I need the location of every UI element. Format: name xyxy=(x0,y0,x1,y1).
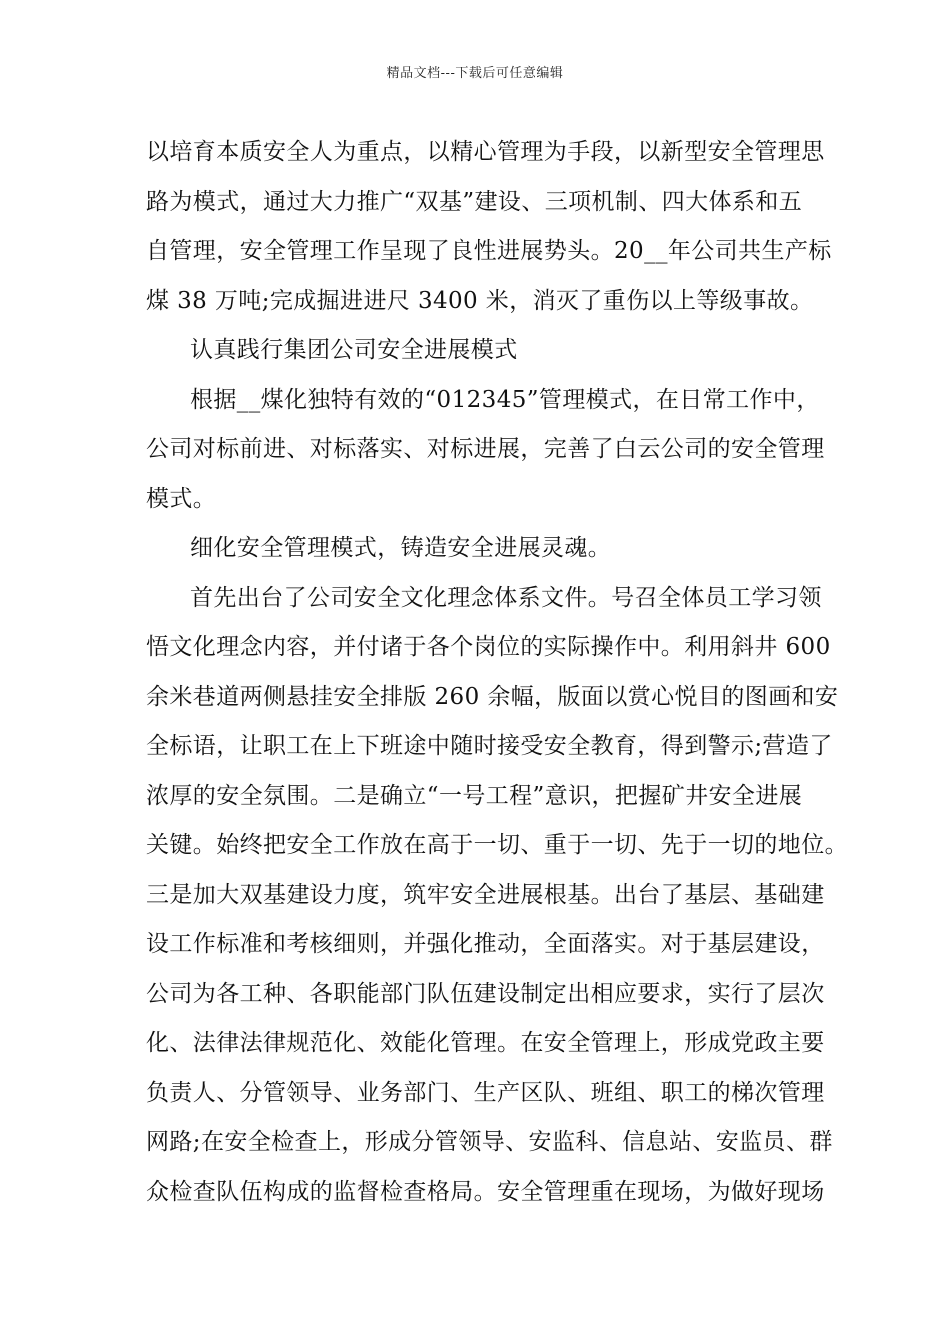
text-line: 网路;在安全检查上，形成分管领导、安监科、信息站、安监员、群 xyxy=(146,1129,833,1155)
text-line: 设工作标准和考核细则，并强化推动，全面落实。对于基层建设， xyxy=(146,931,825,957)
text-line: 根据__煤化独特有效的“012345”管理模式，在日常工作中， xyxy=(190,386,820,413)
text-line: 公司对标前进、对标落实、对标进展，完善了白云公司的安全管理 xyxy=(146,436,825,462)
text-line: 三是加大双基建设力度，筑牢安全进展根基。出台了基层、基础建 xyxy=(146,881,825,908)
text-line: 路为模式，通过大力推广“双基”建设、三项机制、四大体系和五 xyxy=(146,188,803,215)
text-line: 模式。 xyxy=(146,485,217,512)
text-line: 负责人、分管领导、业务部门、生产区队、班组、职工的梯次管理 xyxy=(146,1079,825,1106)
text-line: 化、法律法律规范化、效能化管理。在安全管理上，形成党政主要 xyxy=(146,1030,825,1056)
text-line: 全标语，让职工在上下班途中随时接受安全教育，得到警示;营造了 xyxy=(146,733,833,759)
text-line: 煤 38 万吨;完成掘进进尺 3400 米，消灭了重伤以上等级事故。 xyxy=(146,287,814,314)
page-header: 精品文档---下载后可任意编辑 xyxy=(386,66,564,81)
text-line: 首先出台了公司安全文化理念体系文件。号召全体员工学习领 xyxy=(190,584,822,611)
text-line: 悟文化理念内容，并付诸于各个岗位的实际操作中。利用斜井 600 xyxy=(146,634,831,660)
text-line: 自管理，安全管理工作呈现了良性进展势头。20__年公司共生产标 xyxy=(146,238,832,264)
section-heading: 细化安全管理模式，铸造安全进展灵魂。 xyxy=(190,535,612,561)
text-line: 公司为各工种、各职能部门队伍建设制定出相应要求，实行了层次 xyxy=(146,980,825,1007)
document-body xyxy=(146,128,848,1217)
text-line: 浓厚的安全氛围。二是确立“一号工程”意识，把握矿井安全进展 xyxy=(146,782,803,809)
text-line: 以培育本质安全人为重点，以精心管理为手段，以新型安全管理思 xyxy=(146,139,825,165)
text-line: 众检查队伍构成的监督检查格局。安全管理重在现场，为做好现场 xyxy=(146,1178,825,1205)
section-heading: 认真践行集团公司安全进展模式 xyxy=(190,337,518,363)
text-line: 关键。始终把安全工作放在高于一切、重于一切、先于一切的地位。 xyxy=(146,832,848,858)
text-line: 余米巷道两侧悬挂安全排版 260 余幅，版面以赏心悦目的图画和安 xyxy=(146,683,839,710)
